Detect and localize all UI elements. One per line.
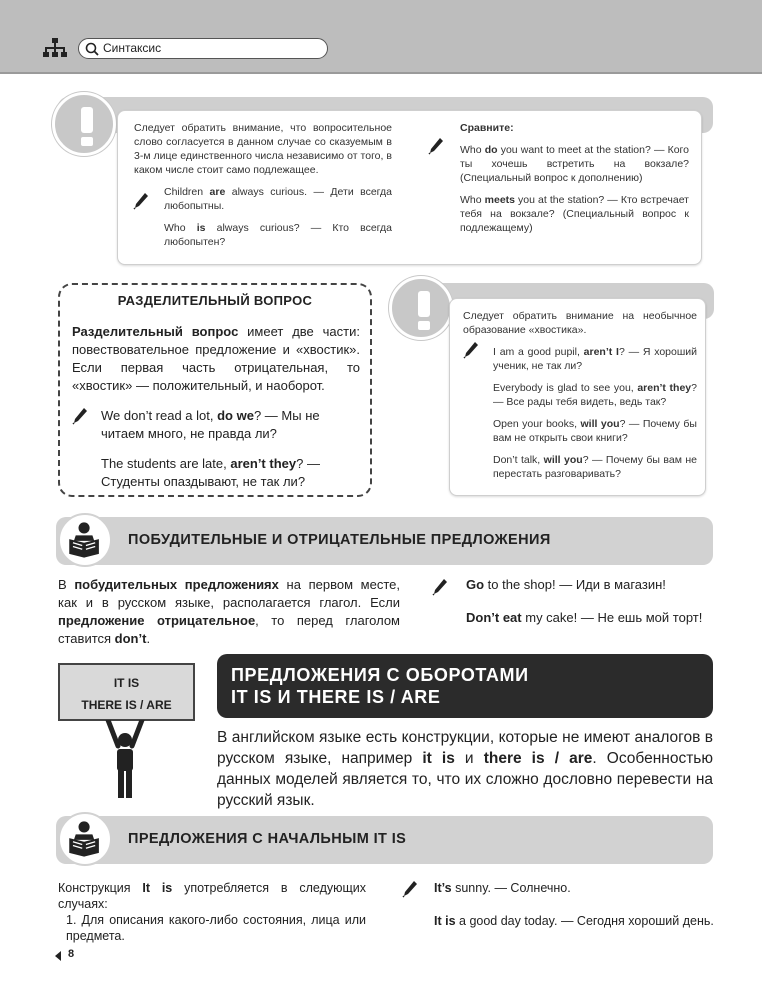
pen-icon — [133, 192, 149, 210]
example: Who is always curious? — Кто всегда любопытен? — [164, 222, 392, 248]
example: The students are late, aren’t they? — Студенты опаздывают, не так ли? — [101, 456, 320, 489]
search-text: Синтаксис — [103, 41, 162, 55]
example: Don’t talk, will you? — Почему бы вам не перестать разговаривать? — [493, 454, 697, 480]
section-header — [56, 517, 713, 565]
warning-icon — [389, 276, 453, 340]
pen-icon — [428, 137, 444, 155]
box-title: РАЗДЕЛИТЕЛЬНЫЙ ВОПРОС — [117, 293, 313, 308]
sign-line: THERE IS / ARE — [81, 698, 172, 712]
reading-person-icon — [58, 513, 112, 567]
paragraph: В английском языке есть конструкции, которые не имеют аналогов в русском языке, например it is и there is / are. Особенностью данных моделей является то, что их сложно дословно перевести на русский язык. — [217, 729, 714, 809]
section-title: ПРЕДЛОЖЕНИЯ С НАЧАЛЬНЫМ IT IS — [128, 831, 407, 847]
note-text: Следует обратить внимание, что вопросительное слово согласуется в данном случае со сказуемым в 3-м лице единственного числа независимо от того, в каком числе стоит само подлежащее. — [134, 122, 392, 176]
example: Who meets you at the station? — Кто встречает тебя на вокзале? (Специальный вопрос к подлежащему) — [460, 194, 689, 234]
prev-page-icon[interactable] — [55, 951, 61, 961]
example: Children are always curious. — Дети всегда любопытны. — [164, 186, 392, 212]
section-title: ПРЕДЛОЖЕНИЯ С ОБОРОТАМИ IT IS И THERE IS / ARE — [231, 665, 529, 707]
pen-icon — [72, 407, 88, 425]
example: It is a good day today. — Сегодня хороший день. — [434, 914, 714, 928]
box-text: Разделительный вопрос имеет две части: повествовательное предложение и «хвостик». Если первая часть отрицательная, то «хвостик» — положительный, и наоборот. — [72, 324, 360, 393]
section-header — [56, 816, 713, 864]
page-number: 8 — [68, 948, 75, 960]
note-card-agreement — [117, 110, 702, 265]
example: Go to the shop! — Иди в магазин! — [466, 577, 666, 592]
warning-icon — [52, 92, 116, 156]
example: Everybody is glad to see you, aren’t they? — Все рады тебя видеть, ведь так? — [493, 382, 697, 408]
search-input[interactable] — [78, 38, 328, 59]
list-item: 1. Для описания какого-либо состояния, лица или предмета. — [66, 913, 366, 943]
paragraph: Конструкция It is употребляется в следующих случаях: — [58, 881, 366, 911]
pen-icon — [432, 578, 448, 596]
example: It’s sunny. — Солнечно. — [434, 881, 571, 895]
note-card-tag — [449, 298, 706, 496]
example: Who do you want to meet at the station? — Кого ты хочешь встретить на вокзале? (Специальный вопрос к дополнению) — [460, 144, 689, 184]
sign-board — [58, 663, 195, 721]
section-header-dark — [217, 654, 713, 718]
sign-line: IT IS — [113, 676, 140, 690]
example: Open your books, will you? — Почему бы вам не открыть свои книги? — [493, 418, 697, 444]
person-holding-sign-icon — [100, 720, 150, 800]
example: Don’t eat my cake! — Не ешь мой торт! — [466, 610, 703, 625]
reading-person-icon — [58, 812, 112, 866]
example: We don’t read a lot, do we? — Мы не читаем много, не правда ли? — [101, 408, 320, 441]
hierarchy-icon[interactable] — [42, 38, 68, 58]
search-icon — [85, 42, 99, 56]
header-bar — [0, 0, 762, 74]
pen-icon — [463, 341, 479, 359]
compare-title: Сравните: — [460, 122, 514, 134]
tag-question-box — [58, 283, 372, 497]
paragraph: В побудительных предложениях на первом месте, как и в русском языке, располагается глагол. Если предложение отрицательное, то перед глаголом ставится don’t. — [58, 577, 400, 646]
pen-icon — [402, 880, 418, 898]
note-text: Следует обратить внимание на необычное образование «хвостика». — [463, 310, 697, 336]
section-title: ПОБУДИТЕЛЬНЫЕ И ОТРИЦАТЕЛЬНЫЕ ПРЕДЛОЖЕНИЯ — [128, 532, 551, 548]
example: I am a good pupil, aren’t I? — Я хороший ученик, не так ли? — [493, 346, 698, 372]
